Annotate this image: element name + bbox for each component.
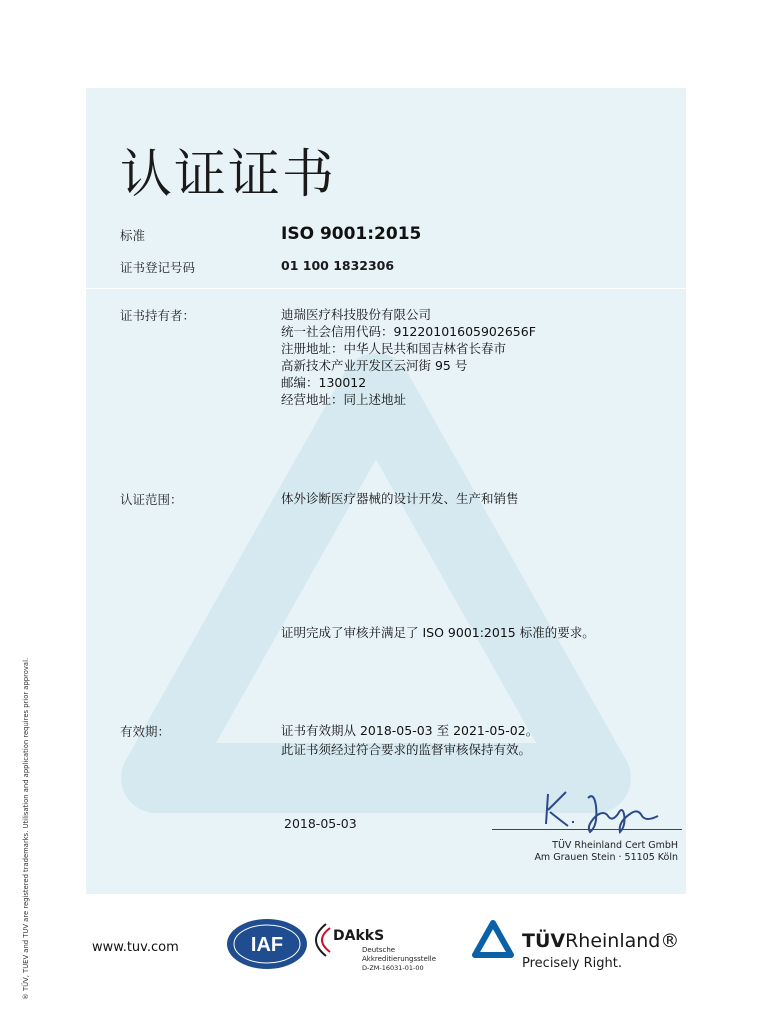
issuer-block <box>534 840 678 864</box>
validity-period: 证书有效期从 2018-05-03 至 2021-05-02。 <box>281 723 539 738</box>
validity-label: 有效期： <box>120 724 171 739</box>
validity-block <box>281 722 538 760</box>
tuv-brand-bold: TÜV <box>522 930 566 952</box>
trademark-note: ® TÜV, TUEV and TUV are registered trademarks. Utilisation and application requires prior approval. <box>22 657 30 1000</box>
standard-value: ISO 9001:2015 <box>281 224 422 244</box>
registration-label: 证书登记号码 <box>120 260 196 275</box>
dakks-sub-line-1: Deutsche <box>362 946 396 954</box>
tuv-brand-rest: Rheinland® <box>565 930 680 952</box>
holder-postcode: 邮编：130012 <box>281 375 367 390</box>
tuv-triangle-icon <box>472 920 514 958</box>
holder-address-1: 注册地址：中华人民共和国吉林省长春市 <box>281 341 507 356</box>
holder-block <box>281 306 536 408</box>
holder-address-2: 高新技术产业开发区云河街 95 号 <box>281 358 468 373</box>
registration-number: 01 100 1832306 <box>281 258 395 273</box>
issuer-address: Am Grauen Stein · 51105 Köln <box>534 852 678 863</box>
holder-credit-code: 统一社会信用代码：91220101605902656F <box>281 324 536 339</box>
scope-value: 体外诊断医疗器械的设计开发、生产和销售 <box>281 491 519 506</box>
certificate-title: 认证证书 <box>120 145 337 205</box>
standard-label: 标准 <box>120 228 146 243</box>
dakks-code: D-ZM-16031-01-00 <box>362 964 424 972</box>
tuv-slogan: Precisely Right. <box>522 956 623 971</box>
iaf-logo <box>226 918 308 970</box>
dakks-subtitle <box>362 946 436 963</box>
issue-date: 2018-05-03 <box>284 816 357 831</box>
compliance-statement: 证明完成了审核并满足了 ISO 9001:2015 标准的要求。 <box>281 625 595 640</box>
header-divider <box>86 288 686 289</box>
dakks-sub-line-2: Akkreditierungsstelle <box>362 954 437 963</box>
holder-label: 证书持有者： <box>120 308 196 323</box>
iaf-logo-text: IAF <box>250 934 284 956</box>
validity-condition: 此证书须经过符合要求的监督审核保持有效。 <box>281 742 532 757</box>
holder-business-address: 经营地址：同上述地址 <box>281 392 407 407</box>
dakks-mark-icon <box>314 920 334 960</box>
dakks-name: DAkkS <box>333 928 385 944</box>
issuer-name: TÜV Rheinland Cert GmbH <box>552 840 678 851</box>
tuv-brand-name <box>522 930 679 952</box>
signature-line <box>492 829 682 830</box>
website-link[interactable]: www.tuv.com <box>92 940 179 955</box>
holder-company: 迪瑞医疗科技股份有限公司 <box>281 307 432 322</box>
scope-label: 认证范围： <box>120 492 183 507</box>
